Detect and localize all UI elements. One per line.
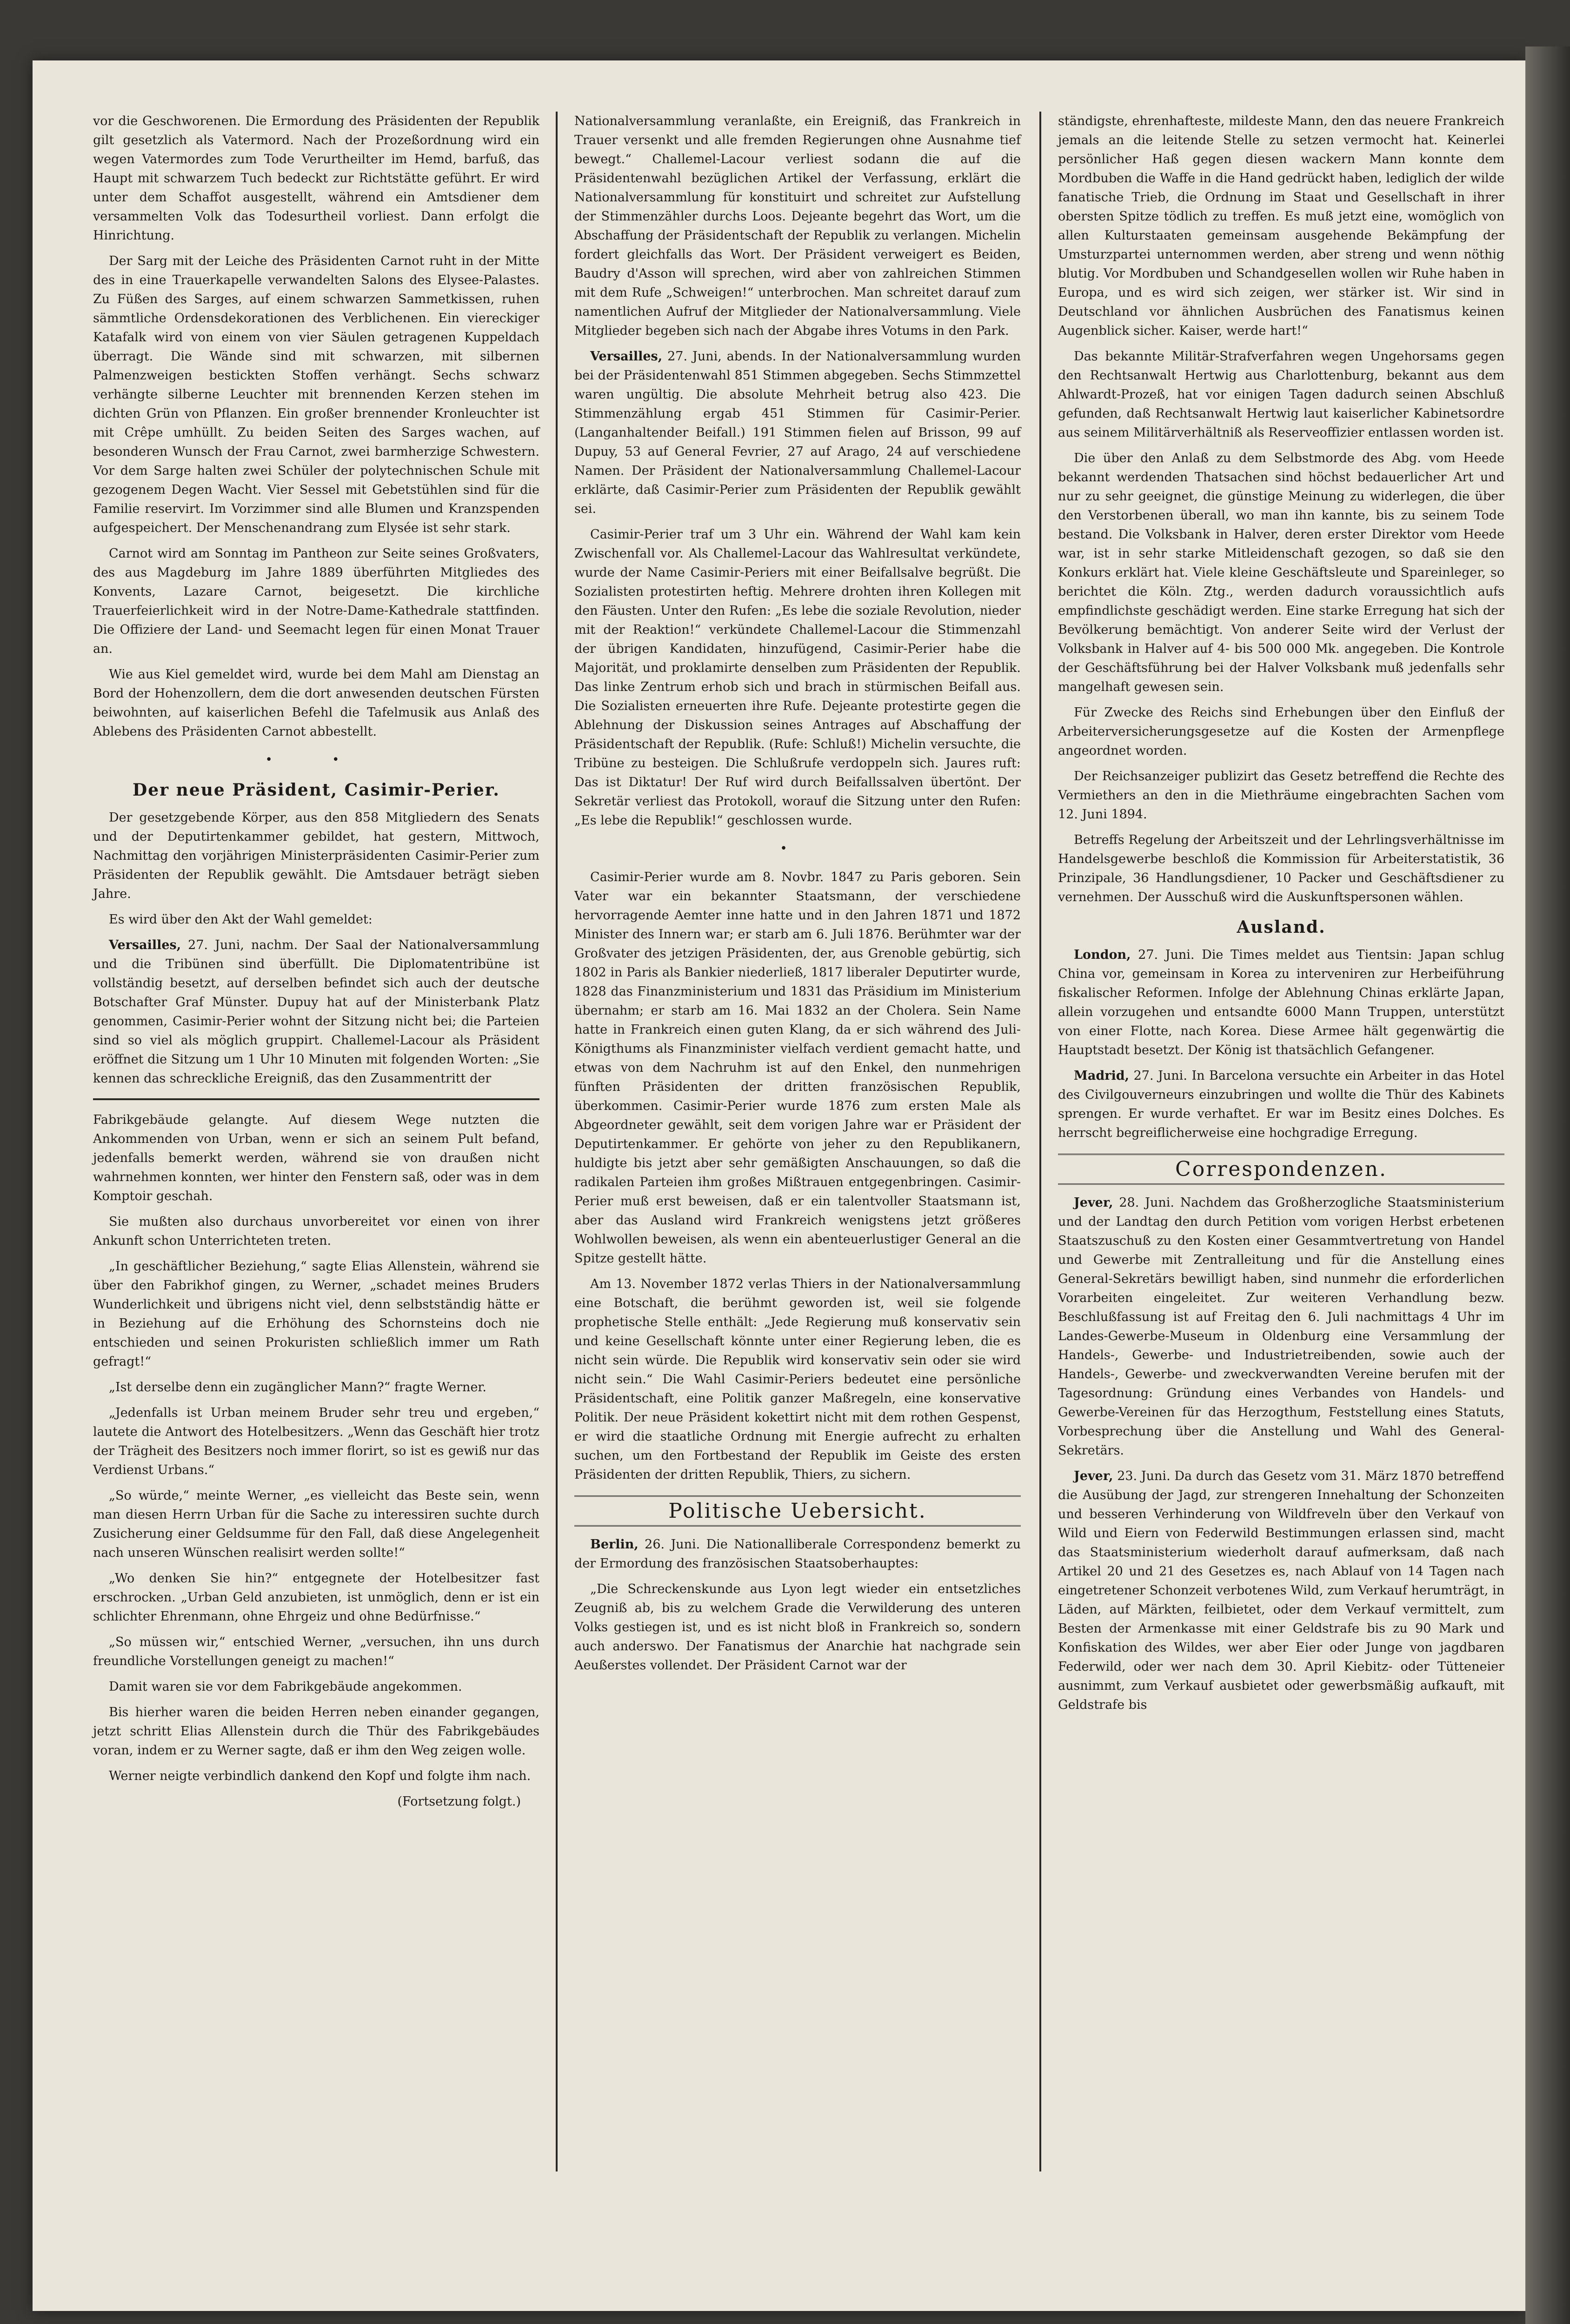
article-paragraph: Der gesetzgebende Körper, aus den 858 Mitgliedern des Senats und der Deputirtenkammer gebildet, hat gestern, Mittwoch, Nachmittag den vorjährigen Ministerpräsidenten Casimir-Perier zum Präsidenten der Republik gewählt. Die Amtsdauer beträgt sieben Jahre. bbox=[93, 810, 539, 901]
feuilleton-paragraph: Fabrikgebäude gelangte. Auf diesem Wege nutzten die Ankommenden von Urban, wenn er sich an seinem Pult befand, jedenfalls bemerkt werden, während sie von draußen nicht wahrnehmen konnten, wer hinter den Fenstern saß, oder was in dem Komptoir geschah. bbox=[93, 1113, 539, 1203]
dateline-place: Madrid, bbox=[1074, 1069, 1130, 1083]
dateline-place: London, bbox=[1074, 948, 1131, 962]
column-3 bbox=[1058, 112, 1504, 1721]
article-paragraph: Casimir-Perier traf um 3 Uhr ein. Während der Wahl kam kein Zwischenfall vor. Als Challemel-Lacour das Wahlresultat verkündete, wurde der Name Casimir-Periers mit einer Beifallsalve begrüßt. Die Sozialisten protestirten heftig. Mehrere drohten ihren Kollegen mit den Fäusten. Unter den Rufen: „Es lebe die soziale Revolution, nieder mit der Reaktion!“ verkündete Challemel-Lacour die Stimmenzahl der übrigen Kandidaten, hinzufügend, Casimir-Perier habe die Majorität, und proklamirte denselben zum Präsidenten der Republik. Das linke Zentrum erhob sich und brach in stürmischen Beifall aus. Die Sozialisten erneuerten ihre Rufe. Dejeante protestirte gegen die Ablehnung der Diskussion seines Antrages auf Abschaffung der Präsidentschaft der Republik. (Rufe: Schluß!) Michelin versuchte, die Tribüne zu besteigen. Die Schlußrufe verdoppeln sich. Jaures ruft: Das ist Diktatur! Der Ruf wird durch Beifallssalven übertönt. Der Sekretär verliest das Protokoll, worauf die Sitzung unter den Rufen: „Es lebe die Republik!“ geschlossen wurde. bbox=[574, 527, 1021, 828]
feuilleton-paragraph: „So würde,“ meinte Werner, „es vielleicht das Beste sein, wenn man diesen Herrn Urban für die Sache zu interessiren suchte durch Zusicherung einer Geldsumme für den Fall, daß diese Angelegenheit nach unseren Wünschen realisirt werden sollte!“ bbox=[93, 1488, 539, 1560]
feuilleton-paragraph: „Wo denken Sie hin?“ entgegnete der Hotelbesitzer fast erschrocken. „Urban Geld anzubieten, ist unmöglich, denn er ist ein schlichter Ehrenmann, ohne Ehrgeiz und ohne Bedürfnisse.“ bbox=[93, 1571, 539, 1624]
article-paragraph: Für Zwecke des Reichs sind Erhebungen über den Einfluß der Arbeiterversicherungsgesetze auf die Kosten der Armenpflege angeordnet worden. bbox=[1058, 705, 1504, 758]
article-paragraph: Am 13. November 1872 verlas Thiers in der Nationalversammlung eine Botschaft, die berühmt geworden ist, weil sie folgende prophetische Stelle enthält: „Jede Regierung muß konservativ sein und keine Gesellschaft könnte unter einer Regierung leben, die es nicht sein würde. Die Republik wird konservativ sein oder sie wird nicht sein.“ Die Wahl Casimir-Periers bedeutet eine persönliche Präsidentschaft, eine Politik ganzer Maßregeln, eine konservative Politik. Der neue Präsident kokettirt nicht mit dem rothen Gespenst, er wird die staatliche Ordnung mit Energie aufrecht zu erhalten suchen, um den Fortbestand der Republik im Geiste des ersten Präsidenten der dritten Republik, Thiers, zu sichern. bbox=[574, 1277, 1021, 1482]
article-paragraph: Der Reichsanzeiger publizirt das Gesetz betreffend die Rechte des Vermiethers an den in die Miethräume eingebrachten Sachen vom 12. Juni 1894. bbox=[1058, 769, 1504, 822]
article-paragraph bbox=[1058, 1193, 1504, 1460]
article-paragraph: Nationalversammlung veranlaßte, ein Ereigniß, das Frankreich in Trauer versenkt und alle fremden Regierungen ohne Ausnahme tief bewegt.“ Challemel-Lacour verliest sodann die auf die Präsidentenwahl bezüglichen Artikel der Verfassung, erklärt die Nationalversammlung für konstituirt und schreitet zur Aufstellung der Stimmenzähler durchs Loos. Dejeante begehrt das Wort, um die Abschaffung der Präsidentschaft der Republik zu verlangen. Michelin fordert gleichfalls das Wort. Der Präsident verweigert es Beiden, Baudry d'Asson will sprechen, wird aber von zahlreichen Stimmen mit dem Rufe „Schweigen!“ unterbrochen. Man schreitet darauf zum namentlichen Aufruf der Mitglieder der Nationalversammlung. Viele Mitglieder begeben sich nach der Abgabe ihres Votums in den Park. bbox=[574, 114, 1021, 338]
feuilleton-paragraph: „So müssen wir,“ entschied Werner, „versuchen, ihn uns durch freundliche Vorstellungen geneigt zu machen!“ bbox=[93, 1635, 539, 1668]
newspaper-page bbox=[33, 60, 1525, 2311]
article-paragraph bbox=[1058, 1066, 1504, 1142]
dateline-place: Berlin, bbox=[590, 1537, 639, 1552]
article-heading: Der neue Präsident, Casimir-Perier. bbox=[133, 780, 500, 800]
article-paragraph: Es wird über den Akt der Wahl gemeldet: bbox=[109, 912, 373, 927]
article-paragraph: Wie aus Kiel gemeldet wird, wurde bei dem Mahl am Dienstag an Bord der Hohenzollern, dem die dort anwesenden deutschen Fürsten beiwohnten, auf kaiserlichen Befehl die Tafelmusik aus Anlaß des Ablebens des Präsidenten Carnot abbestellt. bbox=[93, 667, 539, 739]
feuilleton-paragraph: „Jedenfalls ist Urban meinem Bruder sehr treu und ergeben,“ lautete die Antwort des Hotelbesitzers. „Wenn das Geschäft hier trotz der Trägheit des Besitzers noch immer florirt, so ist es gewiß nur das Verdienst Urbans.“ bbox=[93, 1406, 539, 1477]
dateline-place: Jever, bbox=[1074, 1469, 1113, 1483]
dateline-text: 26. Juni. Die Nationalliberale Correspondenz bemerkt zu der Ermordung des französischen Staatsoberhauptes: bbox=[574, 1537, 1021, 1571]
article-paragraph bbox=[1058, 1467, 1504, 1714]
feuilleton-paragraph: „Ist derselbe denn ein zugänglicher Mann?“ fragte Werner. bbox=[109, 1380, 486, 1394]
article-paragraph bbox=[574, 1535, 1021, 1573]
article-paragraph bbox=[574, 347, 1021, 518]
feuilleton-paragraph: Werner neigte verbindlich dankend den Kopf und folgte ihm nach. bbox=[109, 1769, 531, 1783]
section-heading: Politische Uebersicht. bbox=[574, 1495, 1021, 1527]
separator-ornament: • • bbox=[265, 753, 367, 767]
column-2 bbox=[574, 112, 1021, 1681]
feuilleton-paragraph: Bis hierher waren die beiden Herren neben einander gegangen, jetzt schritt Elias Allenstein durch die Thür des Fabrikgebäudes voran, indem er zu Werner sagte, daß er ihm den Weg zeigen wolle. bbox=[93, 1705, 539, 1758]
column-1 bbox=[93, 112, 539, 1811]
article-paragraph: Betreffs Regelung der Arbeitszeit und der Lehrlingsverhältnisse im Handelsgewerbe beschloß die Kommission für Arbeiterstatistik, 36 Prinzipale, 36 Handlungsdiener, 10 Packer und Geschäftsdiener zu vernehmen. Der Ausschuß wird die Auskunftspersonen wählen. bbox=[1058, 833, 1504, 904]
feuilleton-paragraph: „In geschäftlicher Beziehung,“ sagte Elias Allenstein, während sie über den Fabrikhof gingen, zu Werner, „schadet meines Bruders Wunderlichkeit und übrigens nicht viel, denn selbstständig hätte er in Beziehung auf die Erhöhung des Schornsteins doch nie entschieden und seinen Prokuristen schließlich immer um Rath gefragt!“ bbox=[93, 1259, 539, 1369]
page-fold-shadow bbox=[1525, 46, 1570, 2324]
dateline-text: 28. Juni. Nachdem das Großherzogliche Staatsministerium und der Landtag den durch Petition vom vorigen Herbst erbetenen Staatszuschuß zu den Kosten einer Gesammtvertretung von Handel und Gewerbe mit Zentralleitung und für die Anstellung eines General-Sekretärs bewilligt haben, sind nunmehr die erforderlichen Vorarbeiten eingeleitet. Zur weiteren Verhandlung bezw. Beschlußfassung ist auf Freitag den 6. Juli nachmittags 4 Uhr im Landes-Gewerbe-Museum in Oldenburg eine Versammlung der Handels-, Gewerbe- und Industrietreibenden, sowie auch der Handels-, Gewerbe- und zweckverwandten Vereine berufen mit der Tagesordnung: Gründung eines Verbandes von Handels- und Gewerbe-Vereinen für das Herzogthum, Feststellung eines Statuts, Vorbesprechung über die Anstellung und Wahl des General-Sekretärs. bbox=[1058, 1195, 1504, 1458]
dateline-text: 27. Juni. Die Times meldet aus Tientsin: Japan schlug China vor, gemeinsam in Korea zu interveniren zur Herbeiführung fiskalischer Reformen. Infolge der Ablehnung Chinas erklärte Japan, allein vorzugehen und entsandte 6000 Mann Truppen, unterstützt von einer Flotte, nach Korea. Diese Armee hält gegenwärtig die Hauptstadt besetzt. Der König ist thatsächlich Gefangener. bbox=[1058, 948, 1504, 1057]
dateline-place: Versailles, bbox=[590, 349, 663, 364]
article-paragraph: vor die Geschworenen. Die Ermordung des Präsidenten der Republik gilt gesetzlich als Vatermord. Nach der Prozeßordnung wird ein wegen Vatermordes zum Tode Verurtheilter im Hemd, barfuß, das Haupt mit schwarzem Tuch bedeckt zur Richtstätte geführt. Er wird unter dem Schaffot ausgestellt, während ein Amtsdiener dem versammelten Volk das Todesurtheil vorliest. Dann erfolgt die Hinrichtung. bbox=[93, 114, 539, 243]
article-paragraph: Casimir-Perier wurde am 8. Novbr. 1847 zu Paris geboren. Sein Vater war ein bekannter Staatsmann, der verschiedene hervorragende Aemter inne hatte und in den Jahren 1871 und 1872 Minister des Innern war; er starb am 6. Juli 1876. Berühmter war der Großvater des jetzigen Präsidenten, der, aus Grenoble gebürtig, sich 1802 in Paris als Bankier niederließ, 1817 liberaler Deputirter wurde, 1828 das Finanzministerium und 1831 das Präsidium im Ministerium übernahm; er starb am 16. Mai 1832 an der Cholera. Sein Name hatte in Frankreich einen guten Klang, da er sich während des Juli-Königthums als Finanzminister vielfach verdient gemacht hatte, und etwas von dem Nachruhm ist auf den Enkel, den nunmehrigen fünften Präsidenten der dritten französischen Republik, überkommen. Casimir-Perier wurde 1876 zum ersten Male als Abgeordneter gewählt, seit dem vorigen Jahre war er Präsident der Deputirtenkammer. Er gehörte von jeher zu den Republikanern, huldigte bis jetzt aber sehr gemäßigten Anschauungen, so daß die radikalen Parteien ihm großes Mißtrauen entgegenbringen. Casimir-Perier muß erst beweisen, daß er ein talentvoller Staatsmann ist, aber das Ausland wird Frankreich wenigstens jetzt größeres Wohlwollen beweisen, als wenn ein abenteuerlustiger General an die Spitze gestellt hätte. bbox=[574, 870, 1021, 1266]
article-paragraph: Die über den Anlaß zu dem Selbstmorde des Abg. vom Heede bekannt werdenden Thatsachen sind höchst bedauerlicher Art und nur zu sehr geeignet, die günstige Meinung zu widerlegen, die über den Verstorbenen überall, wo man ihn kannte, bis zu seinem Tode bestand. Die Volksbank in Halver, deren erster Direktor vom Heede war, ist in sehr starke Mitleidenschaft gezogen, so daß sie den Konkurs erklärt hat. Viele kleine Geschäftsleute und Spareinleger, so berichtet die Köln. Ztg., werden dadurch voraussichtlich aufs empfindlichste geschädigt werden. Eine starke Erregung hat sich der Bevölkerung bemächtigt. Von anderer Seite wird der Verlust der Volksbank in Halver auf 4- bis 500 000 Mk. angegeben. Die Kontrole der Geschäftsführung bei der Halver Volksbank muß jedenfalls sehr mangelhaft gewesen sein. bbox=[1058, 451, 1504, 694]
dateline-text: 23. Juni. Da durch das Gesetz vom 31. März 1870 betreffend die Ausübung der Jagd, zur strengeren Innehaltung der Schonzeiten und besseren Verhinderung von Wildfreveln über den Verkauf von Wild und Eiern von Federwild Bestimmungen erlassen sind, macht das Staatsministerium wiederholt darauf aufmerksam, daß nach Artikel 20 und 21 des Gesetzes es, nach Ablauf von 14 Tagen nach eingetretener Schonzeit verbotenes Wild, zum Verkauf herumträgt, in Läden, auf Märkten, feilbietet, oder dem Verkauf vermittelt, zum Besten der Armenkasse mit einer Geldstrafe bis zu 90 Mark und Konfiskation des Wildes, wer aber Eier oder Junge von jagdbaren Federwild, oder wer nach dem 30. April Kiebitz- oder Tütteneier ausnimmt, zum Verkauf ausbietet oder gewerbsmäßig aufkauft, mit Geldstrafe bis bbox=[1058, 1469, 1504, 1712]
column-rule bbox=[1039, 112, 1041, 2171]
article-paragraph bbox=[93, 936, 539, 1088]
continuation-note: (Fortsetzung folgt.) bbox=[397, 1794, 521, 1809]
separator-ornament: • bbox=[780, 842, 815, 856]
article-paragraph: „Die Schreckenskunde aus Lyon legt wieder ein entsetzliches Zeugniß ab, bis zu welchem Grade die Verwilderung des unteren Volks gestiegen ist, und es ist nicht bloß in Frankreich so, sondern auch anderswo. Der Fanatismus der Anarchie hat nachgrade sein Aeußerstes vollendet. Der Präsident Carnot war der bbox=[574, 1582, 1021, 1673]
dateline-text: 27. Juni. In Barcelona versuchte ein Arbeiter in das Hotel des Civilgouverneurs einzubringen und wollte die Thür des Kabinets sprengen. Er wurde verhaftet. Er war im Besitz eines Dolches. Es herrscht begreiflicherweise eine hochgradige Erregung. bbox=[1058, 1069, 1504, 1140]
feuilleton-paragraph: Damit waren sie vor dem Fabrikgebäude angekommen. bbox=[109, 1680, 462, 1694]
column-rule bbox=[556, 112, 558, 2171]
article-paragraph: Der Sarg mit der Leiche des Präsidenten Carnot ruht in der Mitte des in eine Trauerkapelle verwandelten Salons des Elysee-Palastes. Zu Füßen des Sarges, auf einem schwarzen Sammetkissen, ruhen sämmtliche Ordensdekorationen des Verblichenen. Ein viereckiger Katafalk wird von einem von vier Säulen getragenen Kuppeldach überragt. Die Wände sind mit schwarzen, mit silbernen Palmenzweigen bestickten Stoffen verhängt. Sechs schwarz verhängte silberne Leuchter mit brennenden Kerzen stehen im dichten Grün von Pflanzen. Ein großer brennender Kronleuchter ist mit Crêpe umhüllt. Zu beiden Seiten des Sarges wachen, auf besonderen Wunsch der Frau Carnot, zwei barmherzige Schwestern. Vor dem Sarge halten zwei Schüler der polytechnischen Schule mit gezogenem Degen Wacht. Vier Sessel mit Gebetstühlen sind für die Familie reservirt. Im Vorzimmer sind alle Blumen und Kranzspenden aufgespeichert. Der Menschenandrang zum Elysée ist sehr stark. bbox=[93, 254, 539, 535]
dateline-place: Versailles, bbox=[109, 938, 181, 952]
article-paragraph: ständigste, ehrenhafteste, mildeste Mann, den das neuere Frankreich jemals an die leitende Stelle zu setzen vermocht hat. Keinerlei persönlicher Haß gegen diesen wackern Mann konnte dem Mordbuben die Waffe in die Hand gedrückt haben, lediglich der wilde fanatische Trieb, die Ordnung im Staat und Gesellschaft in ihrer obersten Spitze tödlich zu treffen. Es muß jetzt eine, womöglich von allen Kulturstaaten gemeinsam ausgehende Bekämpfung der Umsturzpartei unternommen werden, aber streng und wenn nöthig blutig. Vor Mordbuben und Schandgesellen wollen wir Ruhe haben in Europa, und es wird sich zeigen, wer stärker ist. Wir sind in Deutschland vor ähnlichen Ausbrüchen des Fanatismus keinen Augenblick sicher. Kaiser, werde hart!“ bbox=[1058, 114, 1504, 338]
feuilleton-rule bbox=[93, 1098, 539, 1100]
dateline-text: 27. Juni, nachm. Der Saal der Nationalversammlung und die Tribünen sind überfüllt. Die Diplomatentribüne ist vollständig besetzt, auf derselben befindet sich auch der deutsche Botschafter Graf Münster. Dupuy hat auf der Ministerbank Platz genommen, Casimir-Perier wohnt der Sitzung nicht bei; die Parteien sind so viel als möglich gruppirt. Challemel-Lacour als Präsident eröffnet die Sitzung um 1 Uhr 10 Minuten mit folgenden Worten: „Sie kennen das schreckliche Ereigniß, das den Zusammentritt der bbox=[93, 938, 539, 1086]
dateline-place: Jever, bbox=[1074, 1195, 1113, 1210]
article-heading: Ausland. bbox=[1237, 917, 1326, 937]
feuilleton-paragraph: Sie mußten also durchaus unvorbereitet vor einen von ihrer Ankunft schon Unterrichteten treten. bbox=[93, 1215, 539, 1248]
section-heading: Correspondenzen. bbox=[1058, 1154, 1504, 1185]
article-paragraph: Das bekannte Militär-Strafverfahren wegen Ungehorsams gegen den Rechtsanwalt Hertwig aus Charlottenburg, bekannt aus dem Ahlwardt-Prozeß, hat vor einigen Tagen dadurch seinen Abschluß gefunden, daß Rechtsanwalt Hertwig laut kaiserlicher Kabinetsordre aus seinem Militärverhältniß als Reserveoffizier entlassen worden ist. bbox=[1058, 349, 1504, 440]
dateline-text: 27. Juni, abends. In der Nationalversammlung wurden bei der Präsidentenwahl 851 Stimmen abgegeben. Sechs Stimmzettel waren ungültig. Die absolute Mehrheit betrug also 423. Die Stimmenzählung ergab 451 Stimmen für Casimir-Perier. (Langanhaltender Beifall.) 191 Stimmen fielen auf Brisson, 99 auf Dupuy, 53 auf General Fevrier, 27 auf Arago, 24 auf verschiedene Namen. Der Präsident der Nationalversammlung Challemel-Lacour erklärte, daß Casimir-Perier zum Präsidenten der Republik gewählt sei. bbox=[574, 349, 1021, 516]
article-paragraph: Carnot wird am Sonntag im Pantheon zur Seite seines Großvaters, des aus Magdeburg im Jahre 1889 überführten Mitgliedes des Konvents, Lazare Carnot, beigesetzt. Die kirchliche Trauerfeierlichkeit wird in der Notre-Dame-Kathedrale stattfinden. Die Offiziere der Land- und Seemacht legen für einen Monat Trauer an. bbox=[93, 546, 539, 656]
article-paragraph bbox=[1058, 945, 1504, 1060]
